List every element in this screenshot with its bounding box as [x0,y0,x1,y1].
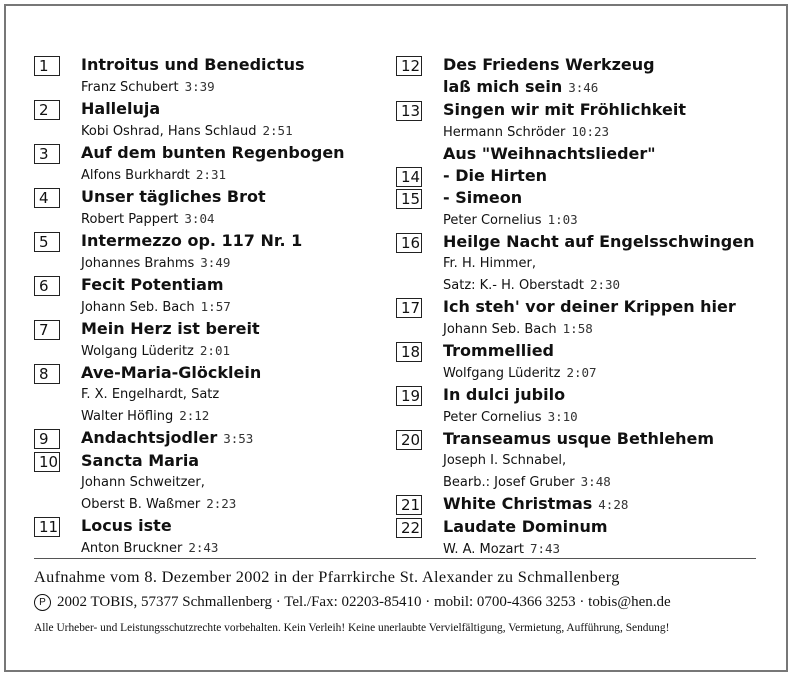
composer-name: Walter Höfling [81,409,174,424]
track-title-text: Auf dem bunten Regenbogen [81,143,345,162]
track-item [396,99,766,143]
track-title-text: In dulci jubilo [443,385,566,404]
track-item [396,428,766,493]
track-duration: 4:28 [598,497,629,512]
track-title [81,186,384,208]
track-duration: 3:46 [568,80,599,95]
track-title [81,54,384,76]
track-title-text: Halleluja [81,99,161,118]
track-title-text: Intermezzo op. 117 Nr. 1 [81,231,303,250]
track-number-box: 12 [396,56,422,76]
track-item [34,54,384,98]
track-composer [81,405,384,427]
track-duration: 10:23 [571,124,610,139]
track-number-box: 1 [34,56,60,76]
composer-name: Johann Seb. Bach [81,300,195,315]
track-duration: 2:51 [262,123,293,138]
track-duration: 3:10 [547,409,578,424]
track-number-box: 22 [396,518,422,538]
track-composer [81,164,384,186]
track-title [81,515,384,537]
track-number-box: 13 [396,101,422,121]
label-contact: 2002 TOBIS, 57377 Schmallenberg · Tel./Fax: 02203-85410 · mobil: 0700-4366 3253 · tobis@hen.de [57,594,671,610]
track-title-text: Sancta Maria [81,451,200,470]
track-number-box: 20 [396,430,422,450]
track-duration: 3:48 [580,474,611,489]
track-item [34,186,384,230]
composer-name: Franz Schubert [81,80,179,95]
label-info [34,594,758,611]
track-title-text: White Christmas [443,494,593,513]
track-title-text: laß mich sein [443,77,563,96]
track-composer [443,121,766,143]
track-title [81,274,384,296]
track-composer [81,296,384,318]
track-duration: 3:04 [184,211,215,226]
track-title-text: Transeamus usque Bethlehem [443,429,715,448]
track-item [396,516,766,560]
footer-divider [34,558,756,559]
track-item [34,98,384,142]
track-composer [81,472,384,493]
track-composer [443,471,766,493]
track-composer [81,120,384,142]
track-title [443,493,766,516]
track-item [34,318,384,362]
track-duration: 2:07 [566,365,597,380]
composer-name: Peter Cornelius [443,410,542,425]
track-composer [81,384,384,405]
track-title-text: Andachtsjodler [81,428,218,447]
track-number-box: 6 [34,276,60,296]
track-item [34,450,384,515]
track-composer [443,406,766,428]
track-number-box: 15 [396,189,422,209]
track-title-text: Unser tägliches Brot [81,187,266,206]
track-title [81,230,384,252]
track-composer [443,538,766,560]
group-heading: Aus "Weihnachtslieder" [443,144,656,163]
track-number-box: 17 [396,298,422,318]
composer-name: Robert Pappert [81,212,179,227]
track-composer [81,340,384,362]
track-item [396,493,766,516]
track-duration: 7:43 [529,541,561,556]
track-composer [443,274,766,296]
track-title [81,318,384,340]
track-composer [443,362,766,384]
track-title [81,427,384,450]
recording-note: Aufnahme vom 8. Dezember 2002 in der Pfarrkirche St. Alexander zu Schmallenberg [34,567,620,586]
track-title-text: Introitus und Benedictus [81,55,305,74]
composer-name: Wolgang Lüderitz [81,344,194,359]
track-number-box: 4 [34,188,60,208]
track-item [34,362,384,427]
track-title [443,165,766,187]
track-title-text: Singen wir mit Fröhlichkeit [443,100,686,119]
composer-name: F. X. Engelhardt, Satz [81,387,220,402]
track-composer [443,450,766,471]
track-composer [81,537,384,559]
track-number-box: 10 [34,452,60,472]
track-duration: 3:53 [223,431,254,446]
track-title [443,296,766,318]
track-title-text: - Simeon [443,188,523,207]
track-number-box: 2 [34,100,60,120]
phonogram-copyright-icon: P [34,594,51,611]
composer-name: Alfons Burkhardt [81,168,190,183]
track-title [443,516,766,538]
track-number-box: 9 [34,429,60,449]
track-duration: 2:30 [589,277,621,292]
track-title [443,187,766,209]
track-number-box: 14 [396,167,422,187]
track-title-text: Laudate Dominum [443,517,608,536]
track-number-box: 16 [396,233,422,253]
track-number-box: 21 [396,495,422,515]
track-composer [81,208,384,230]
track-composer [81,493,384,515]
track-title [443,340,766,362]
track-composer [443,318,766,340]
track-number-box: 5 [34,232,60,252]
composer-name: Johann Seb. Bach [443,322,557,337]
track-duration: 2:43 [188,540,219,555]
track-title [81,98,384,120]
track-duration: 1:58 [562,321,593,336]
track-item [396,165,766,187]
composer-name: Anton Bruckner [81,541,183,556]
composer-name: Fr. H. Himmer, [443,256,536,271]
composer-name: Wolfgang Lüderitz [443,366,561,381]
track-number-box: 11 [34,517,60,537]
track-duration: 1:03 [547,212,578,227]
composer-name: Oberst B. Waßmer [81,497,201,512]
track-title-text: Fecit Potentiam [81,275,224,294]
composer-name: W. A. Mozart [443,542,524,557]
track-item [396,384,766,428]
composer-name: Johannes Brahms [81,256,195,271]
track-title [443,99,766,121]
track-title-text: Locus iste [81,516,172,535]
track-title [443,384,766,406]
track-duration: 2:23 [206,496,237,511]
track-item [34,230,384,274]
composer-name: Bearb.: Josef Gruber [443,475,575,490]
rights-notice: Alle Urheber- und Leistungsschutzrechte vorbehalten. Kein Verleih! Keine unerlaubte Vervielfältigung, Vermietung, Aufführung, Sendung! [34,622,670,634]
track-title-text: Ave-Maria-Glöcklein [81,363,262,382]
track-title-text: - Die Hirten [443,166,548,185]
composer-name: Satz: K.- H. Oberstadt [443,278,584,293]
composer-name: Joseph I. Schnabel, [443,453,567,468]
track-composer [81,252,384,274]
track-number-box: 19 [396,386,422,406]
track-title [81,362,384,384]
track-title-text: Mein Herz ist bereit [81,319,260,338]
track-item [34,274,384,318]
track-composer [443,253,766,274]
track-duration: 2:31 [195,167,226,182]
track-item [34,142,384,186]
track-item [396,54,766,99]
track-duration: 2:01 [199,343,230,358]
track-item [34,515,384,559]
track-title-text: Des Friedens Werkzeug [443,55,655,74]
track-title [443,428,766,450]
track-item [396,231,766,296]
track-title [81,450,384,472]
track-list-left [34,54,384,559]
composer-name: Kobi Oshrad, Hans Schlaud [81,124,257,139]
track-item [396,187,766,231]
track-duration: 2:12 [179,408,210,423]
track-duration: 3:39 [184,79,215,94]
track-title-text: Heilge Nacht auf Engelsschwingen [443,232,755,251]
composer-name: Peter Cornelius [443,213,542,228]
track-number-box: 8 [34,364,60,384]
track-composer [443,209,766,231]
track-item [396,296,766,340]
track-title [443,54,766,76]
track-number-box: 7 [34,320,60,340]
composer-name: Johann Schweitzer, [81,475,205,490]
track-title-text: Trommellied [443,341,554,360]
track-number-box: 18 [396,342,422,362]
track-number-box: 3 [34,144,60,164]
track-title [81,142,384,164]
track-list-right [396,54,766,560]
track-title-line2 [443,76,766,99]
track-title [443,231,766,253]
track-title-text: Ich steh' vor deiner Krippen hier [443,297,736,316]
track-item [34,427,384,450]
track-duration: 1:57 [200,299,231,314]
track-composer [81,76,384,98]
composer-name: Hermann Schröder [443,125,566,140]
track-duration: 3:49 [200,255,231,270]
track-item [396,340,766,384]
